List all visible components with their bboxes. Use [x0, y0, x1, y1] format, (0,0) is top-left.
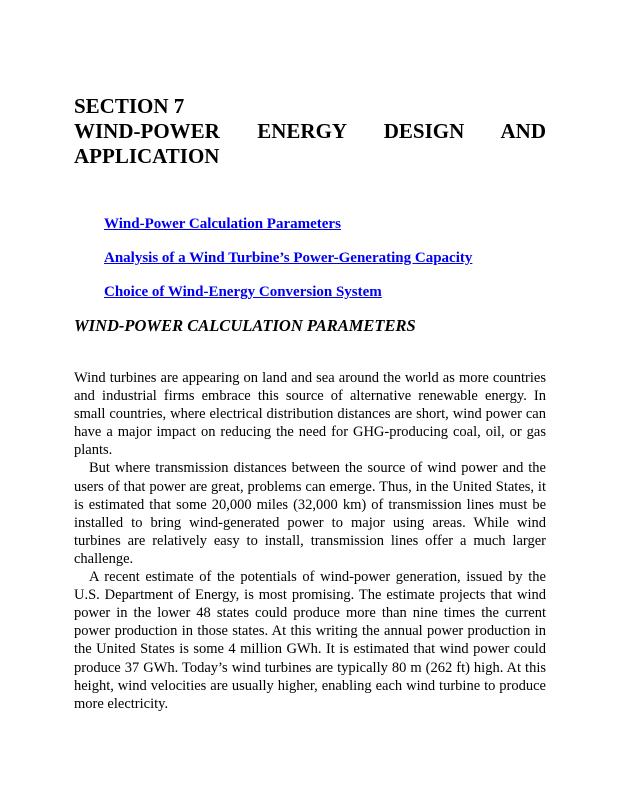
toc-link-conversion-system[interactable]: Choice of Wind-Energy Conversion System [104, 284, 382, 300]
paragraph: Wind turbines are appearing on land and sea around the world as more countries and industrial firms embrace this source of alternative renewable energy. In small countries, where electrical distribution distances are short, wind power can have a major impact on reducing the need for GHG-producing coal, oil, or gas plants. [74, 370, 546, 459]
toc-link-turbine-capacity[interactable]: Analysis of a Wind Turbine’s Power-Generating Capacity [104, 250, 473, 266]
toc-link-calculation-parameters[interactable]: Wind-Power Calculation Parameters [104, 216, 341, 232]
paragraph: A recent estimate of the potentials of wind-power generation, issued by the U.S. Department of Energy, is most promising. The estimate projects that wind power in the lower 48 states could produce more than nine times the current power production in those states. At this writing the annual power production in the United States is some 4 million GWh. It is estimated that wind power could produce 37 GWh. Today’s wind turbines are typically 80 m (262 ft) high. At this height, wind velocities are usually higher, enabling each wind turbine to produce more electricity. [74, 569, 546, 712]
document-page [74, 94, 546, 713]
toc-item [104, 214, 546, 234]
toc-item [104, 248, 546, 268]
toc-item [104, 282, 546, 302]
paragraph: But where transmission distances between the source of wind power and the users of that power are great, problems can emerge. Thus, in the United States, it is estimated that some 20,000 miles (32,000 km) of transmission lines must be installed to bring wind-generated power to major using areas. While wind turbines are relatively easy to install, transmission lines offer a much larger challenge. [74, 460, 546, 567]
subheading: WIND-POWER CALCULATION PARAMETERS [74, 316, 416, 335]
table-of-contents [104, 214, 546, 302]
body-text [74, 369, 546, 713]
section-label: SECTION 7 [74, 94, 185, 118]
chapter-title: WIND-POWER ENERGY DESIGN AND APPLICATION [74, 119, 546, 168]
